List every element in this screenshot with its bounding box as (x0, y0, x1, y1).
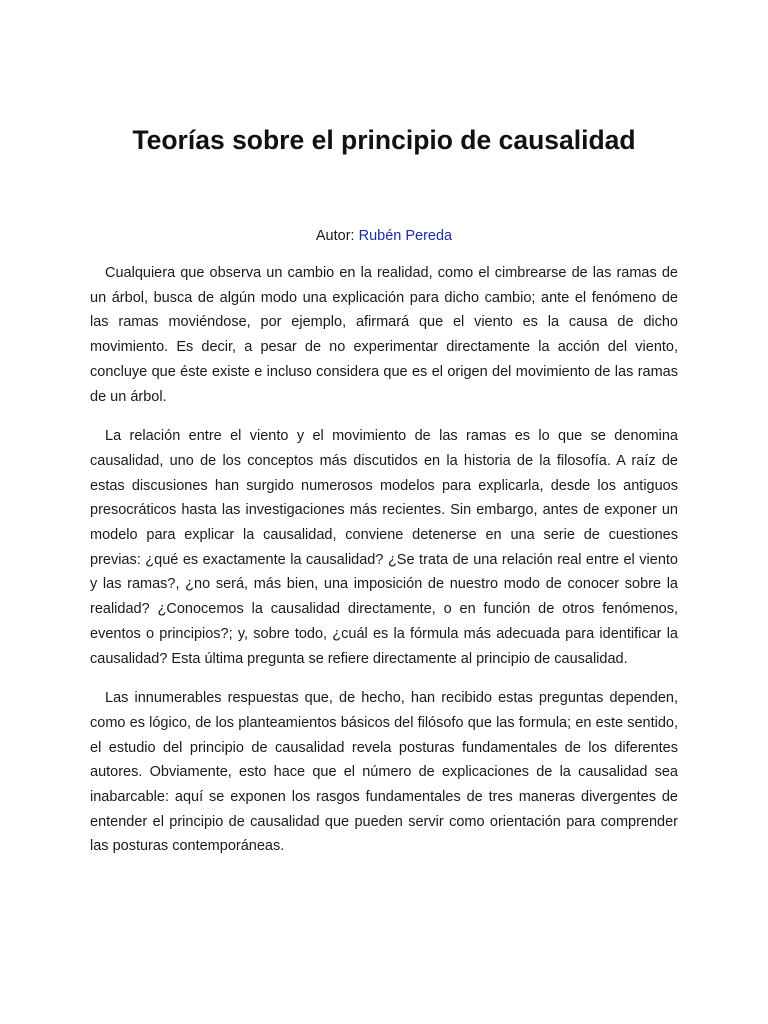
document-title: Teorías sobre el principio de causalidad (132, 125, 636, 155)
author-label: Autor: (315, 228, 355, 244)
paragraph-1: Cualquiera que observa un cambio en la realidad, como el cimbrearse de las ramas de un árbol, busca de algún modo una explicación para dicho cambio; ante el fenómeno de las ramas moviéndose, por ejemplo, afirmará que el viento es la causa de dicho movimiento. Es decir, a pesar de no experimentar directamente la acción del viento, concluye que éste existe e incluso considera que es el origen del movimiento de las ramas de un árbol. (90, 265, 678, 405)
paragraph-2: La relación entre el viento y el movimiento de las ramas es lo que se denomina causalidad, uno de los conceptos más discutidos en la historia de la filosofía. A raíz de estas discusiones han surgido numerosos modelos para explicarla, desde los antiguos presocráticos hasta las investigaciones más recientes. Sin embargo, antes de exponer un modelo para explicar la causalidad, conviene detenerse en una serie de cuestiones previas: ¿qué es exactamente la causalidad? ¿Se trata de una relación real entre el viento y las ramas?, ¿no será, más bien, una imposición de nuestro modo de conocer sobre la realidad? ¿Conocemos la causalidad directamente, o en función de otros fenómenos, eventos o principios?; y, sobre todo, ¿cuál es la fórmula más adecuada para identificar la causalidad? Esta última pregunta se refiere directamente al principio de causalidad. (90, 428, 678, 667)
author-line (0, 226, 768, 246)
paragraph-3: Las innumerables respuestas que, de hecho, han recibido estas preguntas dependen, como es lógico, de los planteamientos básicos del filósofo que las formula; en este sentido, el estudio del principio de causalidad revela posturas fundamentales de los diferentes autores. Obviamente, esto hace que el número de explicaciones de la causalidad sea inabarcable: aquí se exponen los rasgos fundamentales de tres maneras divergentes de entender el principio de causalidad que pueden servir como orientación para comprender las posturas contemporáneas. (90, 690, 678, 855)
author-name-link[interactable]: Rubén Pereda (358, 228, 453, 244)
document-body (90, 261, 678, 874)
